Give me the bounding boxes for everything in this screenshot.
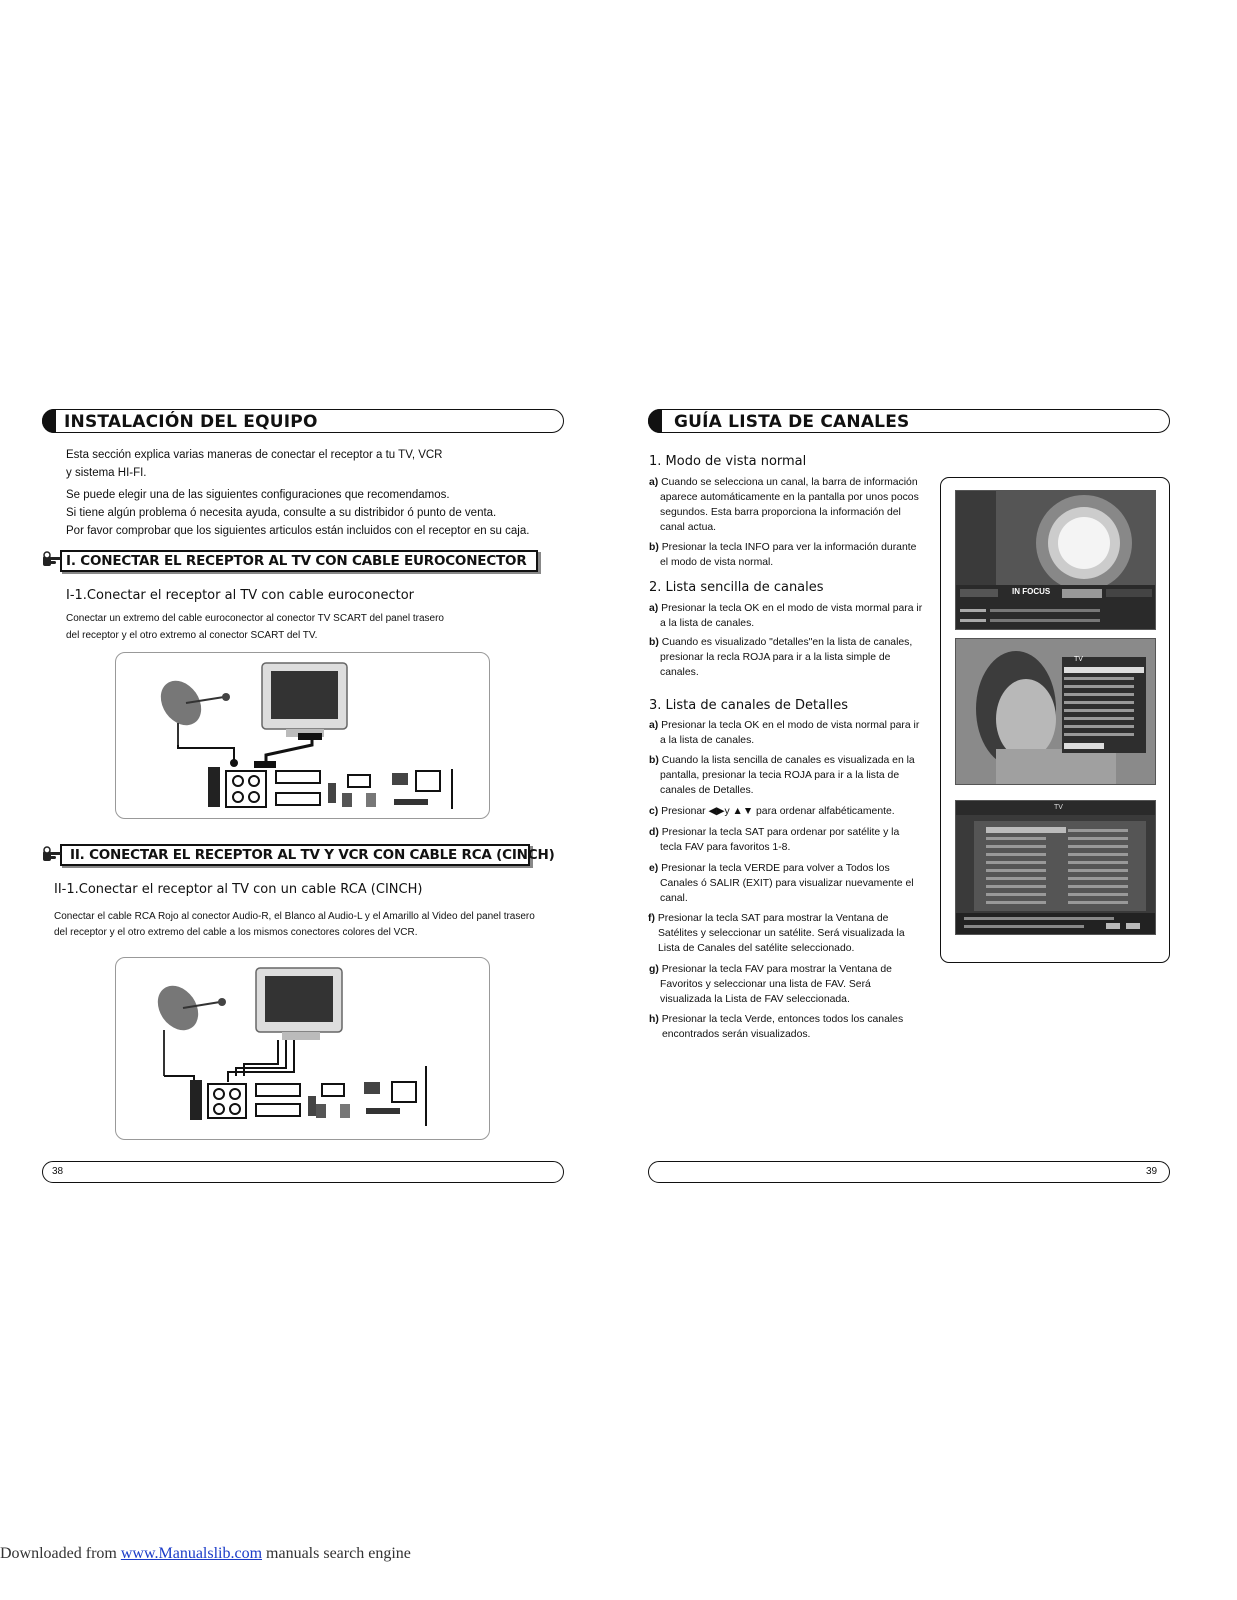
hand-pointer-icon: [42, 551, 62, 569]
info-banner-text: IN FOCUS: [1012, 587, 1051, 596]
right-page-number: 39: [1146, 1166, 1158, 1177]
item-line: aparece automáticamente en la pantalla por unos pocos: [660, 492, 919, 503]
details-list-screen: [955, 800, 1156, 935]
item-line: Cuando se selecciona un canal, la barra de información: [661, 477, 918, 488]
item-mark: c): [649, 806, 659, 817]
item-line: Favoritos y seleccionar una lista de FAV. Será: [660, 979, 871, 990]
normal-view-screen: [955, 490, 1156, 630]
h2-item-a: [649, 601, 922, 631]
item-mark: h): [649, 1014, 659, 1025]
section1-title: I. CONECTAR EL RECEPTOR AL TV CON CABLE EUROCONECTOR: [66, 553, 527, 569]
euroconnector-diagram-svg: [116, 653, 491, 820]
h3-item-c: [649, 804, 895, 819]
item-mark: b): [649, 637, 659, 648]
item-line: Cuando la lista sencilla de canales es visualizada en la: [661, 755, 915, 766]
title-bar-cap: [648, 409, 662, 433]
h3-item-d: [649, 825, 899, 855]
title-bar-cap: [42, 409, 56, 433]
download-footer: [0, 1545, 411, 1563]
section2-title: II. CONECTAR EL RECEPTOR AL TV Y VCR CON CABLE RCA (CINCH): [70, 847, 555, 863]
item-line: Presionar la tecla OK en el modo de vista mormal para ir: [661, 603, 923, 614]
h1-item-a: [649, 475, 919, 535]
item-mark: b): [649, 755, 659, 766]
item-line: Presionar la tecla VERDE para volver a Todos los: [661, 863, 890, 874]
details-list-title: TV: [1054, 804, 1063, 811]
item-line: Presionar la tecla INFO para ver la información durante: [661, 542, 917, 553]
h3-item-a: [649, 718, 919, 748]
item-mark: a): [649, 720, 659, 731]
item-mark: g): [649, 964, 659, 975]
item-line: canales.: [660, 667, 699, 678]
left-page-rule: [42, 1161, 564, 1183]
item-line: Canales ó SALIR (EXIT) para visualizar nuevamente el: [660, 878, 914, 889]
item-line: presionar la recla ROJA para ir a la lista simple de: [660, 652, 891, 663]
right-page-rule: [648, 1161, 1170, 1183]
h3-item-h: [649, 1012, 903, 1042]
normal-view-image: [956, 491, 1156, 630]
h2-item-b: [649, 635, 912, 680]
simple-list-screen: [955, 638, 1156, 785]
item-line: Presionar la tecla Verde, entonces todos los canales: [661, 1014, 904, 1025]
item-line: el modo de vista normal.: [660, 557, 774, 568]
section2-text-2: del receptor y el otro extremo del cable a los mismos conectores colores del VCR.: [54, 927, 418, 938]
item-line: Lista de Canales del satélite seleccionado.: [658, 943, 855, 954]
item-line: Presionar ◀▶y ▲▼ para ordenar alfabéticamente.: [661, 806, 895, 817]
item-line: segundos. Esta barra proporciona la información del: [660, 507, 901, 518]
h3-item-e: [649, 861, 914, 906]
heading-details-list: 3. Lista de canales de Detalles: [649, 698, 849, 713]
section2-subtitle: II-1.Conectar el receptor al TV con un cable RCA (CINCH): [54, 882, 423, 897]
intro-line-4: Si tiene algún problema ó necesita ayuda, consulte a su distribidor ó punto de venta.: [66, 507, 497, 519]
item-line: canal.: [660, 893, 688, 904]
simple-list-title: TV: [1074, 656, 1083, 663]
item-line: Presionar la tecla SAT para ordenar por satélite y la: [661, 827, 900, 838]
item-line: Presionar la tecla FAV para mostrar la Ventana de: [661, 964, 892, 975]
footer-prefix: Downloaded from: [0, 1545, 121, 1562]
rca-diagram-svg: [116, 958, 491, 1141]
section2-text-1: Conectar el cable RCA Rojo al conector Audio-R, el Blanco al Audio-L y el Amarillo al Video del panel trasero: [54, 911, 535, 922]
hand-pointer-icon: [42, 846, 62, 864]
section1-text-2: del receptor y el otro extremo al conector SCART del TV.: [66, 630, 318, 641]
heading-simple-list: 2. Lista sencilla de canales: [649, 580, 824, 595]
left-page-number: 38: [52, 1166, 64, 1177]
item-line: visualizada la Lista de FAV seleccionada.: [660, 994, 850, 1005]
intro-line-1: Esta sección explica varias maneras de conectar el receptor a tu TV, VCR: [66, 449, 443, 461]
section1-subtitle: I-1.Conectar el receptor al TV con cable euroconector: [66, 588, 414, 603]
item-mark: a): [649, 477, 659, 488]
h3-item-f: [648, 911, 905, 956]
item-mark: e): [649, 863, 659, 874]
manualslib-link[interactable]: www.Manualslib.com: [120, 1545, 263, 1562]
euroconnector-diagram: [115, 652, 490, 819]
item-mark: f): [648, 913, 655, 924]
item-line: a la lista de canales.: [660, 735, 755, 746]
item-mark: d): [649, 827, 659, 838]
item-line: tecla FAV para favoritos 1-8.: [660, 842, 791, 853]
item-mark: b): [649, 542, 659, 553]
item-line: Presionar la tecla SAT para mostrar la Ventana de: [657, 913, 889, 924]
intro-line-2: y sistema HI-FI.: [66, 467, 147, 479]
section1-text-1: Conectar un extremo del cable euroconector al conector TV SCART del panel trasero: [66, 613, 444, 624]
intro-line-3: Se puede elegir una de las siguientes configuraciones que recomendamos.: [66, 489, 450, 501]
h3-item-b: [649, 753, 915, 798]
item-line: canal actua.: [660, 522, 717, 533]
item-line: a la lista de canales.: [660, 618, 755, 629]
right-page-title: GUÍA LISTA DE CANALES: [674, 412, 910, 432]
item-line: pantalla, presionar la tecia ROJA para ir a la lista de: [660, 770, 900, 781]
simple-list-image: [956, 639, 1156, 785]
item-line: canales de Detalles.: [660, 785, 754, 796]
item-line: Cuando es visualizado "detalles"en la lista de canales,: [661, 637, 913, 648]
item-line: Satélites y seleccionar un satélite. Será visualizada la: [658, 928, 905, 939]
intro-line-5: Por favor comprobar que los siguientes articulos están incluidos con el receptor en su caja.: [66, 525, 530, 537]
rca-diagram: [115, 957, 490, 1140]
item-line: encontrados serán visualizados.: [662, 1029, 811, 1040]
footer-suffix: manuals search engine: [262, 1545, 411, 1562]
details-list-image: [956, 801, 1156, 935]
left-page-title: INSTALACIÓN DEL EQUIPO: [64, 412, 318, 432]
item-line: Presionar la tecla OK en el modo de vista normal para ir: [661, 720, 920, 731]
heading-normal-view: 1. Modo de vista normal: [649, 454, 807, 469]
item-mark: a): [649, 603, 659, 614]
h3-item-g: [649, 962, 892, 1007]
h1-item-b: [649, 540, 916, 570]
